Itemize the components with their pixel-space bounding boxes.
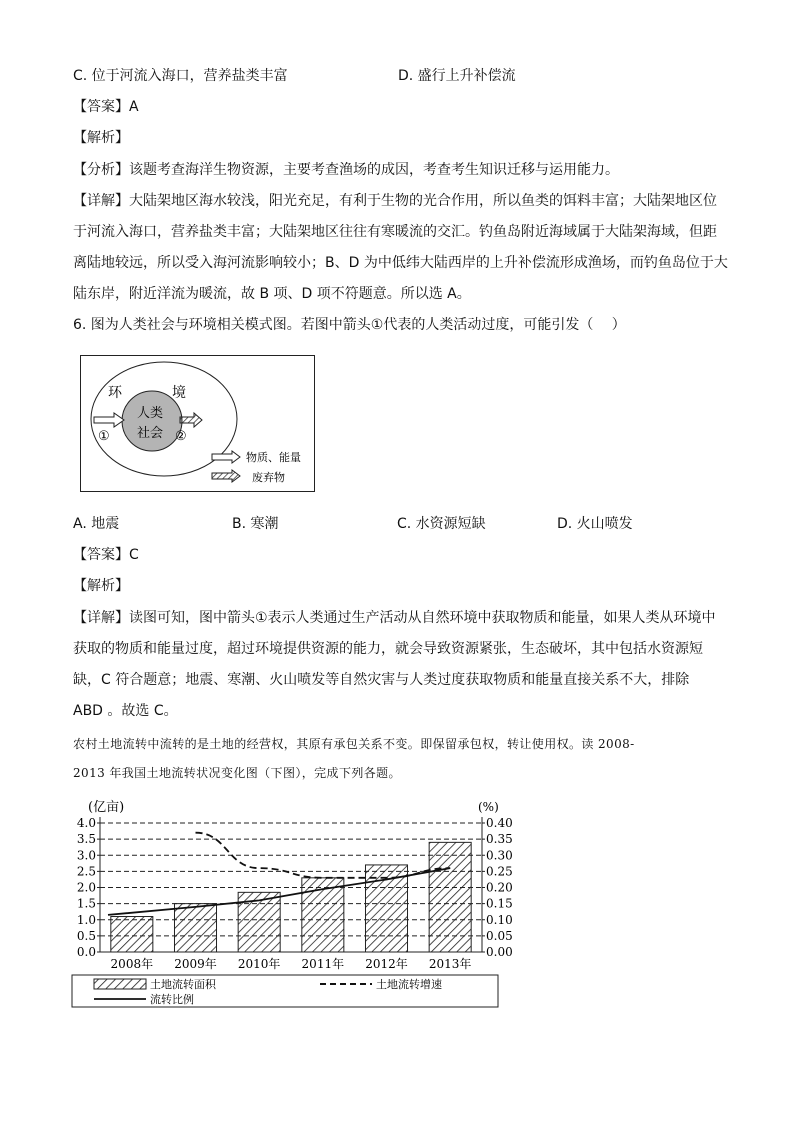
x-tick-label: 2010年 [237,957,281,971]
legend-bar-label: 土地流转面积 [150,978,216,991]
x-tick-label: 2012年 [365,957,408,971]
answer-value: C [129,547,139,563]
option-c: C. 水资源短缺 [397,516,486,532]
detail-line: 离陆地较远，所以受入海河流影响较小；B、D 为中低纬大陆西岸的上升补偿流形成渔场，而钓鱼岛位于大 [73,255,728,271]
y-left-tick-label: 3.0 [76,848,96,863]
y-right-label: (%) [478,800,499,814]
detail-line: 陆东岸，附近洋流为暖流，故 B 项、D 项不符题意。所以选 A。 [73,286,471,302]
option-d: D. 盛行上升补偿流 [398,68,516,84]
y-right-tick-label: 0.20 [486,880,513,895]
option-a: A. 地震 [73,516,120,532]
intro-line: 2013 年我国土地流转状况变化图（下图），完成下列各题。 [73,766,401,780]
center-label-2: 社会 [137,426,164,441]
intro-line: 农村土地流转中流转的是土地的经营权，其原有承包关系不变。即保留承包权，转让使用权。读 2008- [73,737,635,751]
y-left-tick-label: 2.0 [76,880,96,895]
human-environment-diagram [80,355,316,493]
center-label-1: 人类 [137,406,164,421]
bar [174,904,216,952]
detail-line: 【详解】读图可知，图中箭头①表示人类通过生产活动从自然环境中获取物质和能量，如果人类从环境中 [73,610,716,626]
detail-line: 获取的物质和能量过度，超过环境提供资源的能力，就会导致资源紧张，生态破坏，其中包括水资源短 [73,641,703,657]
y-right-tick-label: 0.25 [486,864,513,879]
detail-line: 【详解】大陆架地区海水较浅，阳光充足，有利于生物的光合作用，所以鱼类的饵料丰富；大陆架地区位 [73,193,717,209]
analysis-tag: 【解析】 [73,130,129,146]
legend-bar-swatch [94,979,146,989]
detail-line: 缺，C 符合题意；地震、寒潮、火山喷发等自然灾害与人类过度获取物质和能量直接关系不大，排除 [73,672,690,688]
answer-tag: 【答案】 [73,99,129,115]
line-series-growth [196,833,451,878]
y-left-tick-label: 2.5 [76,864,96,879]
env-label-right: 境 [172,385,186,401]
arrow-2-label: ② [175,429,187,444]
y-right-tick-label: 0.15 [486,896,513,911]
y-right-tick-label: 0.30 [486,848,513,863]
env-label-left: 环 [108,385,122,401]
y-left-tick-label: 0.5 [76,928,96,943]
legend-line-label: 流转比例 [150,993,194,1006]
bar [429,842,471,952]
question-stem: 6. 图为人类社会与环境相关模式图。若图中箭头①代表的人类活动过度，可能引发（ ） [73,317,626,333]
y-right-tick-label: 0.40 [486,816,513,830]
x-tick-label: 2011年 [301,957,345,971]
detail-line: 于河流入海口，营养盐类丰富；大陆架地区往往有寒暖流的交汇。钓鱼岛附近海域属于大陆架海域，但距 [73,224,717,240]
answer-line [73,545,139,565]
y-left-tick-label: 4.0 [76,816,96,830]
legend-2-label: 废弃物 [252,471,285,484]
x-tick-label: 2008年 [110,957,154,971]
x-tick-label: 2013年 [428,957,472,971]
y-left-label: (亿亩) [88,800,125,815]
option-c: C. 位于河流入海口，营养盐类丰富 [73,68,288,84]
detail-line: ABD 。故选 C。 [73,703,178,719]
y-right-tick-label: 0.35 [486,832,513,847]
answer-value: A [129,99,139,115]
x-tick-label: 2009年 [174,957,217,971]
analysis-tag: 【解析】 [73,578,129,594]
legend-1-label: 物质、能量 [246,451,301,464]
y-right-tick-label: 0.00 [486,945,513,959]
legend-dash-label: 土地流转增速 [376,978,442,991]
arrow-1-label: ① [98,429,110,444]
y-left-tick-label: 0.0 [76,945,96,959]
y-left-tick-label: 3.5 [76,832,96,847]
fenxi-text: 【分析】该题考查海洋生物资源，主要考查渔场的成因，考查考生知识迁移与运用能力。 [73,162,619,178]
y-right-tick-label: 0.05 [486,928,513,943]
y-right-tick-label: 0.10 [486,912,513,927]
y-left-tick-label: 1.0 [76,912,96,927]
answer-tag: 【答案】 [73,547,129,563]
y-left-tick-label: 1.5 [76,896,96,911]
bar [111,917,153,952]
option-b: B. 寒潮 [232,516,279,532]
option-d: D. 火山喷发 [557,516,633,532]
land-transfer-chart [70,795,520,1010]
answer-line [73,97,139,117]
